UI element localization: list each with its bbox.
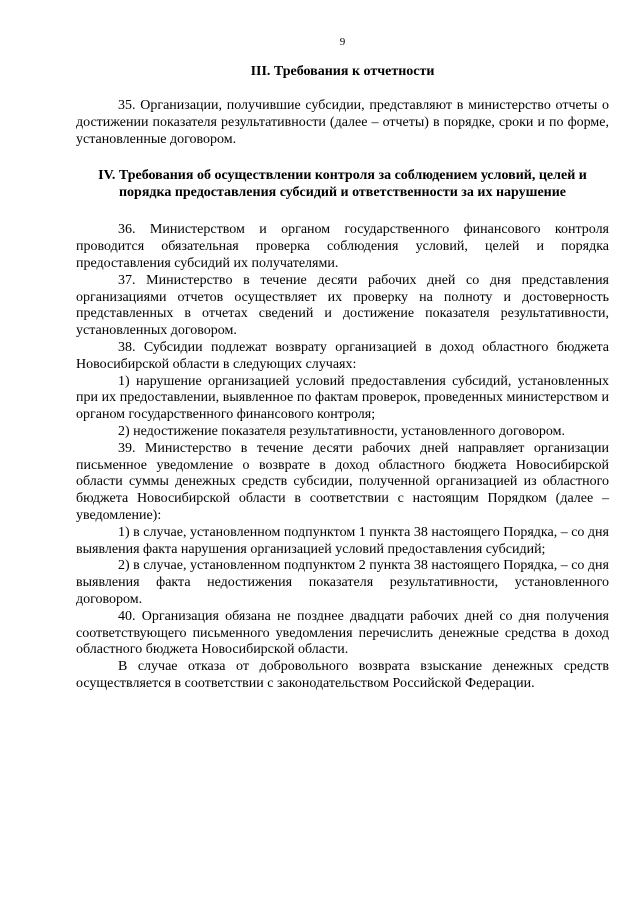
- paragraph-38: 38. Субсидии подлежат возврату организацией в доход областного бюджета Новосибирской области в следующих случаях:: [76, 339, 609, 372]
- paragraph-39: 39. Министерство в течение десяти рабочих дней направляет организации письменное уведомление о возврате в доход областного бюджета Новосибирской области суммы денежных средств субсидии, полученной организацией из областного бюджета Новосибирской области в соответствии с настоящим Порядком (далее – уведомление):: [76, 440, 609, 523]
- paragraph-35: 35. Организации, получившие субсидии, представляют в министерство отчеты о достижении показателя результативности (далее – отчеты) в порядке, сроки и по форме, установленные договором.: [76, 98, 609, 147]
- section-heading-reporting: III. Требования к отчетности: [250, 64, 435, 79]
- paragraph-37: 37. Министерство в течение десяти рабочих дней со дня представления организациями отчетов осуществляет их проверку на полноту и достоверность представленных в отчетах сведений и достижение показателя результативности, установленных договором.: [76, 272, 609, 339]
- paragraph-40-refusal: В случае отказа от добровольного возврата взыскание денежных средств осуществляется в соответствии с законодательством Российской Федерации.: [76, 659, 609, 691]
- paragraph-40: 40. Организация обязана не позднее двадцати рабочих дней со дня получения соответствующего письменного уведомления перечислить денежные средства в доход областного бюджета Новосибирской области.: [76, 608, 609, 658]
- paragraph-38-item-2: 2) недостижение показателя результативности, установленного договором.: [118, 423, 566, 439]
- paragraph-39-item-2: 2) в случае, установленном подпунктом 2 пункта 38 настоящего Порядка, – со дня выявления факта недостижения показателя результативности, установленного договором.: [76, 558, 609, 607]
- paragraph-39-item-1: 1) в случае, установленном подпунктом 1 пункта 38 настоящего Порядка, – со дня выявления факта нарушения организацией условий предоставления субсидий;: [76, 524, 609, 557]
- section-heading-control: IV. Требования об осуществлении контроля за соблюдением условий, целей и порядка предоставления субсидий и ответственности за их нарушение: [98, 168, 587, 201]
- paragraph-36: 36. Министерством и органом государственного финансового контроля проводится обязательная проверка соблюдения условий, целей и порядка предоставления субсидий их получателями.: [76, 222, 609, 271]
- page-number: 9: [339, 36, 346, 48]
- paragraph-38-item-1: 1) нарушение организацией условий предоставления субсидий, установленных при их предоставлении, выявленное по фактам проверок, проведенных министерством и органом государственного финансового контроля;: [76, 373, 609, 423]
